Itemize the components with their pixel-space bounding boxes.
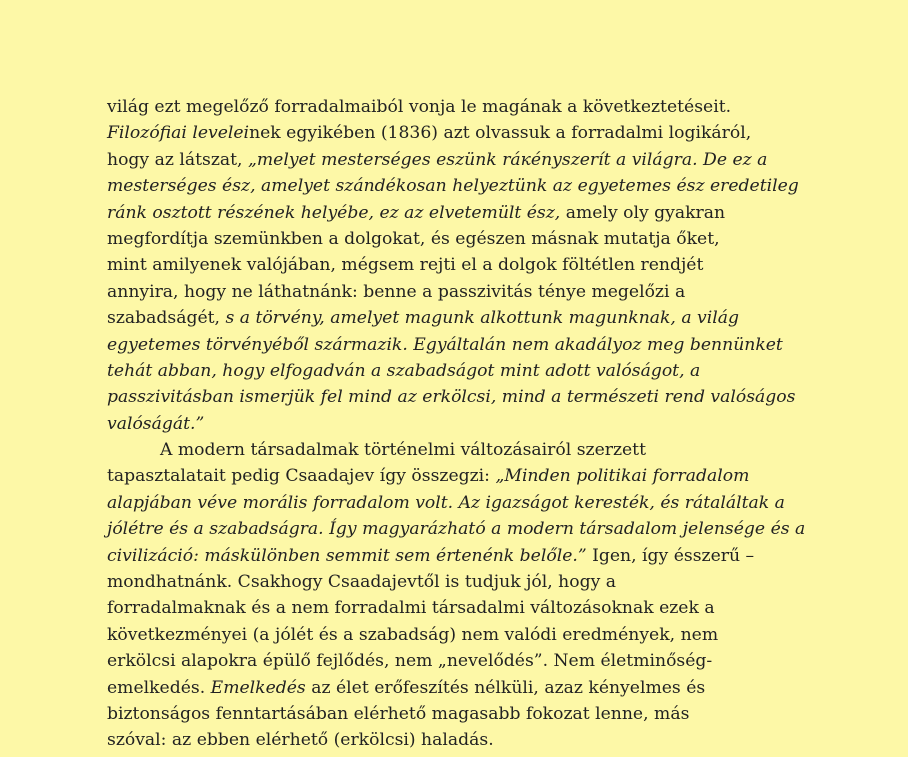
italic-text-segment: mesterséges ész, amelyet szándékosan helyeztünk az egyetemes ész eredetileg <box>107 176 799 197</box>
italic-text-segment: jólétre és a szabadságra. Így magyarázható a modern társadalom jelensége és a <box>107 519 806 540</box>
text-line <box>107 226 787 252</box>
italic-text-segment: Filozófiai levelei <box>107 123 250 144</box>
text-segment: forradalmaknak és a nem forradalmi társadalmi változásoknak ezek a <box>107 598 715 619</box>
text-segment: biztonságos fenntartásában elérhető magasabb fokozat lenne, más <box>107 703 690 724</box>
text-line <box>107 437 787 463</box>
text-line <box>107 701 787 727</box>
italic-text-segment: egyetemes törvényéből származik. Egyáltalán nem akadályoz meg bennünket <box>107 334 783 355</box>
text-line <box>107 543 787 569</box>
text-segment: az élet erőfeszítés nélküli, azaz kényelmes és <box>305 677 706 698</box>
text-segment: amely oly gyakran <box>560 202 726 223</box>
text-segment: A modern társadalmak történelmi változásairól szerzett <box>160 440 647 461</box>
text-line <box>107 384 796 410</box>
text-segment: mondhatnánk. Csakhogy Csaadajevtől is tudjuk jól, hogy a <box>107 572 617 593</box>
text-line <box>107 727 787 753</box>
text-line <box>107 648 787 674</box>
text-line <box>107 411 787 437</box>
text-segment: annyira, hogy ne láthatnánk: benne a passzivitás ténye megelőzi a <box>107 281 686 302</box>
text-segment: erkölcsi alapokra épülő fejlődés, nem „nevelődés”. Nem életminőség- <box>107 651 713 672</box>
text-segment: következményei (a jólét és a szabadság) nem valódi eredmények, nem <box>107 624 719 645</box>
text-segment: emelkedés. <box>107 677 211 698</box>
text-segment: világ ezt megelőző forradalmaiból vonja le magának a következtetéseit. <box>107 97 732 117</box>
text-line <box>107 147 787 173</box>
text-segment: szabadságét, <box>107 308 226 329</box>
italic-text-segment: alapjában véve morális forradalom volt. Az igazságot keresték, és rátaláltak a <box>107 492 785 513</box>
text-segment: megfordítja szemünkben a dolgokat, és egészen másnak mutatja őket, <box>107 228 720 249</box>
text-segment: mint amilyenek valójában, mégsem rejti el a dolgok föltétlen rendjét <box>107 255 704 276</box>
text-line <box>107 200 787 226</box>
text-line <box>107 490 787 516</box>
text-line <box>107 516 806 542</box>
italic-text-segment: civilizáció: máskülönben semmit sem értenénk belőle.” <box>107 545 587 566</box>
text-line <box>107 569 787 595</box>
text-segment: tapasztalatait pedig Csaadajev így összegzi: <box>107 466 496 487</box>
italic-text-segment: Emelkedés <box>210 677 306 698</box>
text-line <box>107 358 787 384</box>
text-line <box>107 94 787 120</box>
italic-text-segment: passzivitásban ismerjük fel mind az erkölcsi, mind a természeti rend valóságos <box>107 387 796 408</box>
text-line <box>107 279 787 305</box>
italic-text-segment: s a törvény, amelyet magunk alkottunk magunknak, a világ <box>225 308 740 329</box>
text-line <box>107 252 787 278</box>
body-text <box>107 94 806 754</box>
text-segment: hogy az látszat, <box>107 149 248 170</box>
italic-text-segment: ránk osztott részének helyébe, ez az elvetemült ész, <box>107 202 561 223</box>
text-line <box>107 332 787 358</box>
text-segment: Igen, így ésszerű – <box>586 545 755 566</box>
italic-text-segment: tehát abban, hogy elfogadván a szabadságot mint adott valóságot, a <box>107 360 701 381</box>
text-segment: nek egyikében (1836) azt olvassuk a forradalmi logikáról, <box>249 123 752 144</box>
text-line <box>107 622 787 648</box>
text-line <box>107 595 787 621</box>
italic-text-segment: „melyet mesterséges eszünk ráкényszerít a világra. De ez a <box>247 149 768 170</box>
italic-text-segment: „Minden politikai forradalom <box>495 466 750 487</box>
text-line <box>107 120 787 146</box>
text-line <box>107 305 787 331</box>
text-segment: szóval: az ebben elérhető (erkölcsi) haladás. <box>107 730 494 751</box>
text-line <box>107 463 787 489</box>
text-line <box>107 173 799 199</box>
text-line <box>107 675 787 701</box>
italic-text-segment: valóságát.” <box>107 413 205 434</box>
